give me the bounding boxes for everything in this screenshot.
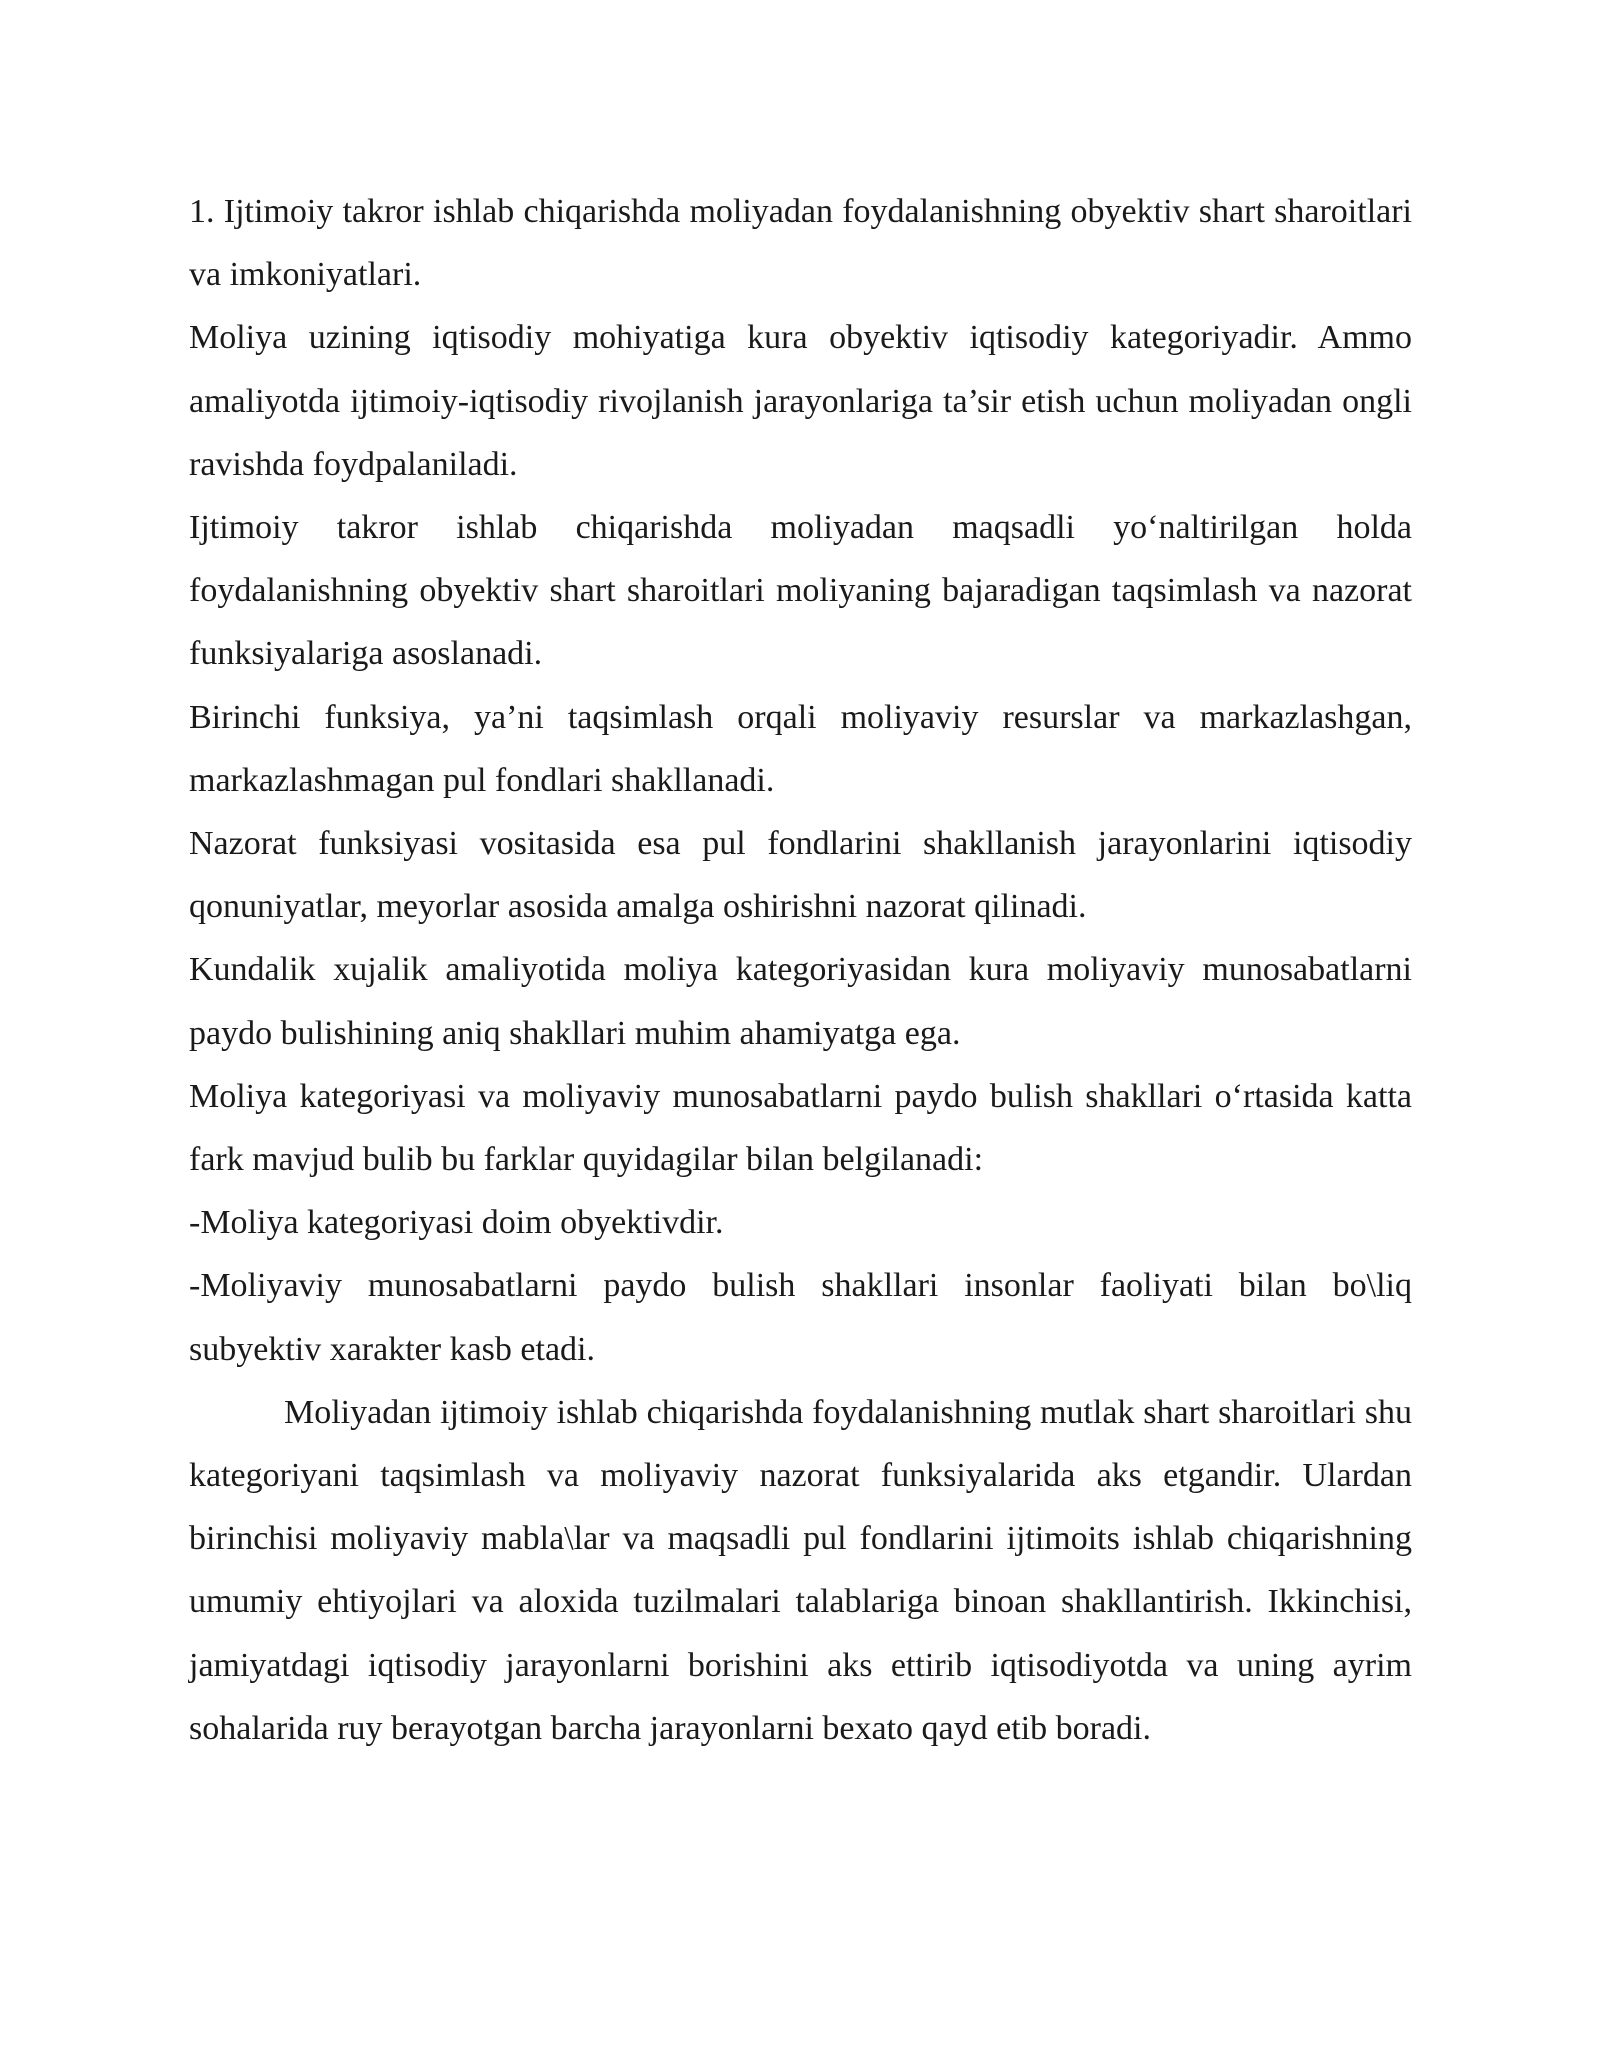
document-body xyxy=(189,180,1412,1760)
paragraph: Kundalik xujalik amaliyotida moliya kategoriyasidan kura moliyaviy munosabatlarni paydo bulishining aniq shakllari muhim ahamiyatga ega. xyxy=(189,951,1412,1052)
paragraph: Birinchi funksiya, ya’ni taqsimlash orqali moliyaviy resurslar va markazlashgan, markazlashmagan pul fondlari shakllanadi. xyxy=(189,698,1412,799)
paragraph-heading: 1. Ijtimoiy takror ishlab chiqarishda moliyadan foydalanishning obyektiv shart sharoitlari va imkoniyatlari. xyxy=(189,193,1412,294)
paragraph: Moliya kategoriyasi va moliyaviy munosabatlarni paydo bulish shakllari o‘rtasida katta fark mavjud bulib bu farklar quyidagilar bilan belgilanadi: xyxy=(189,1077,1412,1179)
paragraph: Moliya uzining iqtisodiy mohiyatiga kura obyektiv iqtisodiy kategoriyadir. Ammo amaliyotda ijtimoiy-iqtisodiy rivojlanish jarayonlariga ta’sir etish uchun moliyadan ongli ravishda foydpalaniladi. xyxy=(189,319,1412,483)
list-item: -Moliyaviy munosabatlarni paydo bulish shakllari insonlar faoliyati bilan bo\liq subyektiv xarakter kasb etadi. xyxy=(189,1267,1412,1368)
paragraph: Ijtimoiy takror ishlab chiqarishda moliyadan maqsadli yo‘naltirilgan holda foydalanishning obyektiv shart sharoitlari moliyaning bajaradigan taqsimlash va nazorat funksiyalariga asoslanadi. xyxy=(189,509,1412,673)
list-item: -Moliya kategoriyasi doim obyektivdir. xyxy=(189,1204,724,1242)
paragraph: Nazorat funksiyasi vositasida esa pul fondlarini shakllanish jarayonlarini iqtisodiy qonuniyatlar, meyorlar asosida amalga oshirishni nazorat qilinadi. xyxy=(189,825,1412,926)
paragraph-indented: Moliyadan ijtimoiy ishlab chiqarishda foydalanishning mutlak shart sharoitlari shu kategoriyani taqsimlash va moliyaviy nazorat funksiyalarida aks etgandir. Ulardan birinchisi moliyaviy mabla\lar va maqsadli pul fondlarini ijtimoits ishlab chiqarishning umumiy ehtiyojlari va aloxida tuzilmalari talablariga binoan shakllantirish. Ikkinchisi, jamiyatdagi iqtisodiy jarayonlarni borishini aks ettirib iqtisodiyotda va uning ayrim sohalarida ruy berayotgan barcha jarayonlarni bexato qayd etib boradi. xyxy=(189,1393,1412,1747)
